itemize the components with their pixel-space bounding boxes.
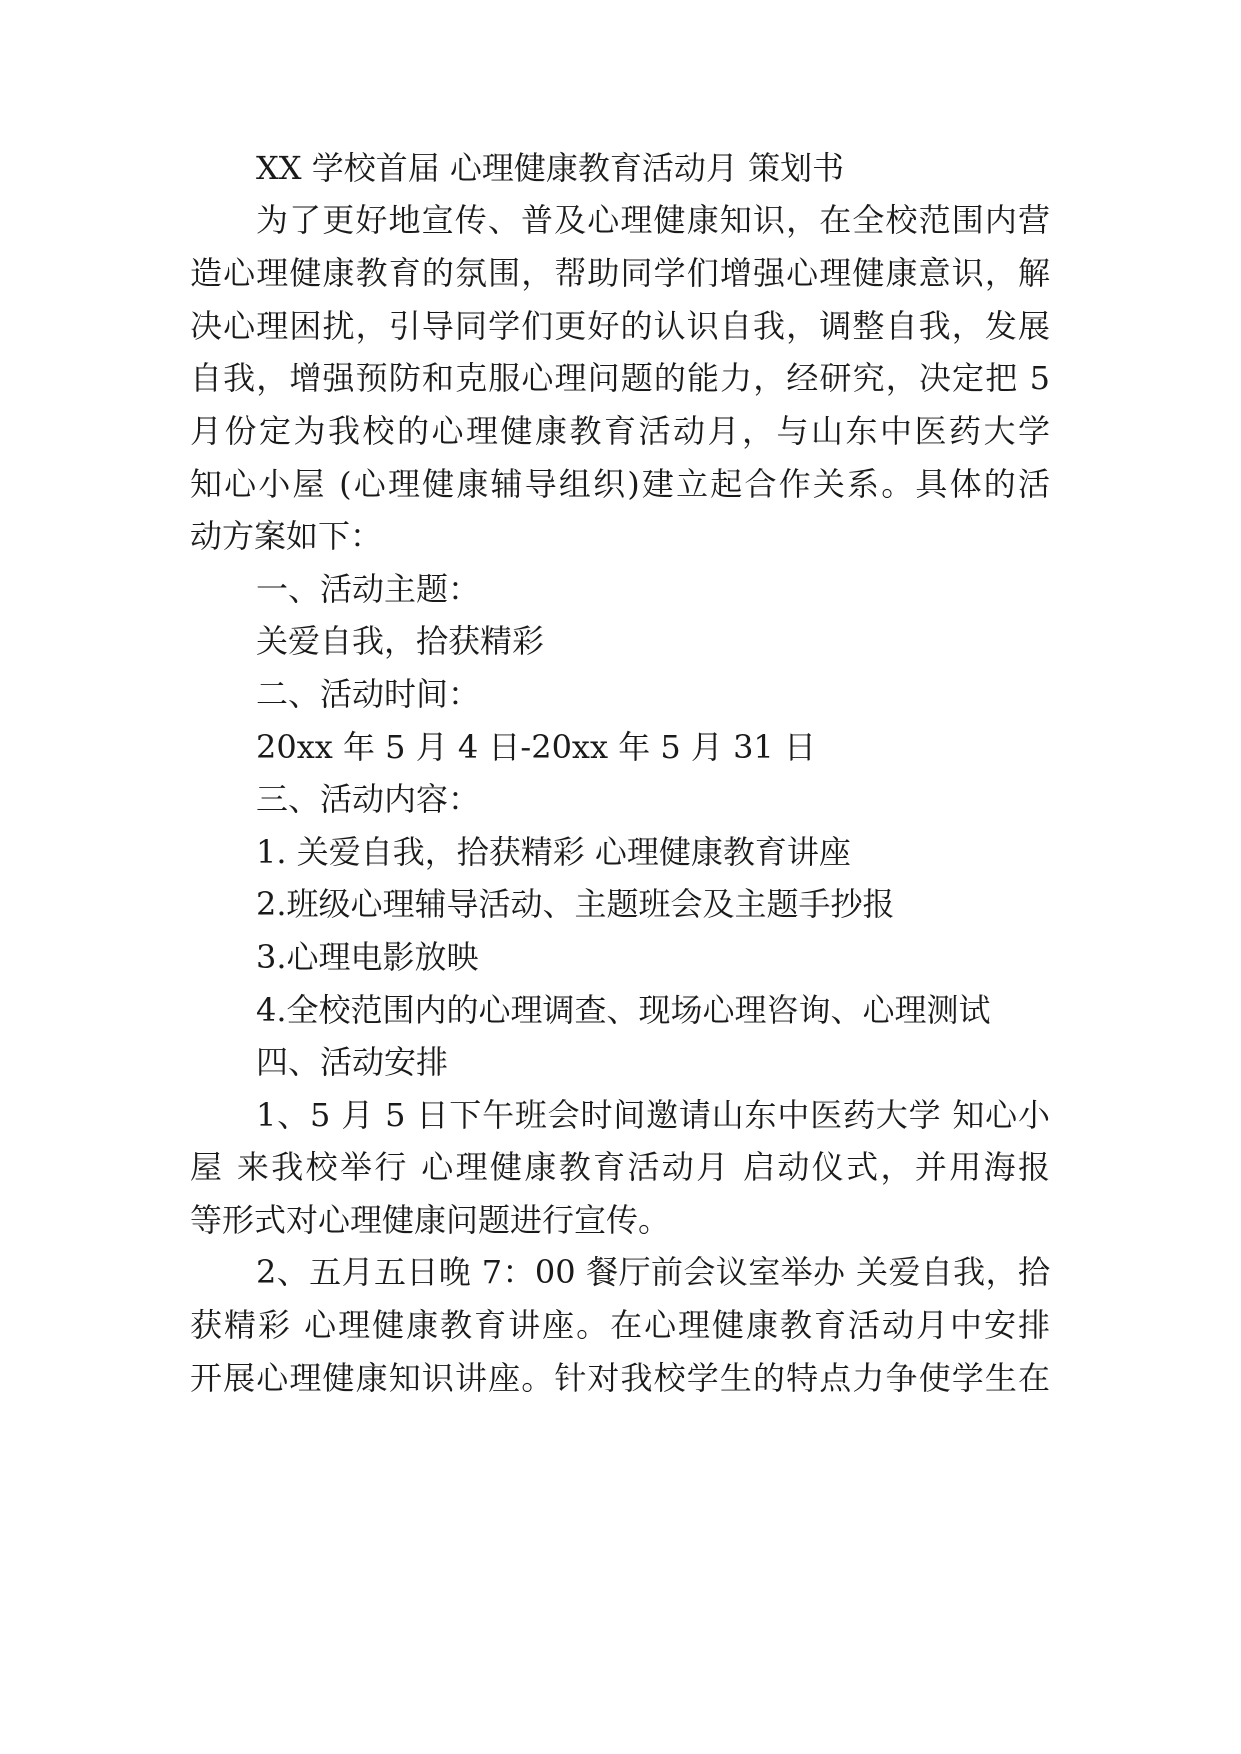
section-heading: 一、活动主题：	[256, 570, 481, 608]
list-item: 3.心理电影放映	[256, 938, 479, 976]
document-title: XX 学校首届 心理健康教育活动月 策划书	[256, 149, 845, 187]
intro-line: 知心小屋 (心理健康辅导组织)建立起合作关系。具体的活	[190, 465, 1050, 503]
arrangement-line: 开展心理健康知识讲座。针对我校学生的特点力争使学生在	[190, 1359, 1050, 1397]
list-item: 4.全校范围内的心理调查、现场心理咨询、心理测试	[256, 991, 991, 1029]
arrangement-line: 屋 来我校举行 心理健康教育活动月 启动仪式，并用海报	[190, 1148, 1050, 1186]
arrangement-line: 2、五月五日晚 7：00 餐厅前会议室举办 关爱自我，拾	[256, 1253, 1050, 1291]
arrangement-line: 获精彩 心理健康教育讲座。在心理健康教育活动月中安排	[190, 1306, 1050, 1344]
intro-line: 自我，增强预防和克服心理问题的能力，经研究，决定把 5	[190, 359, 1050, 397]
arrangement-line: 等形式对心理健康问题进行宣传。	[190, 1201, 671, 1239]
intro-line: 动方案如下：	[190, 517, 383, 555]
intro-line: 决心理困扰，引导同学们更好的认识自我，调整自我，发展	[190, 307, 1050, 345]
section-heading: 四、活动安排	[256, 1043, 449, 1081]
intro-line: 为了更好地宣传、普及心理健康知识，在全校范围内营	[256, 201, 1050, 239]
list-item: 1. 关爱自我，拾获精彩 心理健康教育讲座	[256, 833, 851, 871]
section-heading: 二、活动时间：	[256, 675, 481, 713]
intro-line: 造心理健康教育的氛围，帮助同学们增强心理健康意识，解	[190, 254, 1050, 292]
intro-line: 月份定为我校的心理健康教育活动月，与山东中医药大学	[190, 412, 1050, 450]
section-body: 关爱自我，拾获精彩	[256, 622, 545, 660]
arrangement-line: 1、5 月 5 日下午班会时间邀请山东中医药大学 知心小	[256, 1096, 1050, 1134]
list-item: 2.班级心理辅导活动、主题班会及主题手抄报	[256, 885, 895, 923]
section-body: 20xx 年 5 月 4 日-20xx 年 5 月 31 日	[256, 728, 816, 766]
section-heading: 三、活动内容：	[256, 780, 481, 818]
